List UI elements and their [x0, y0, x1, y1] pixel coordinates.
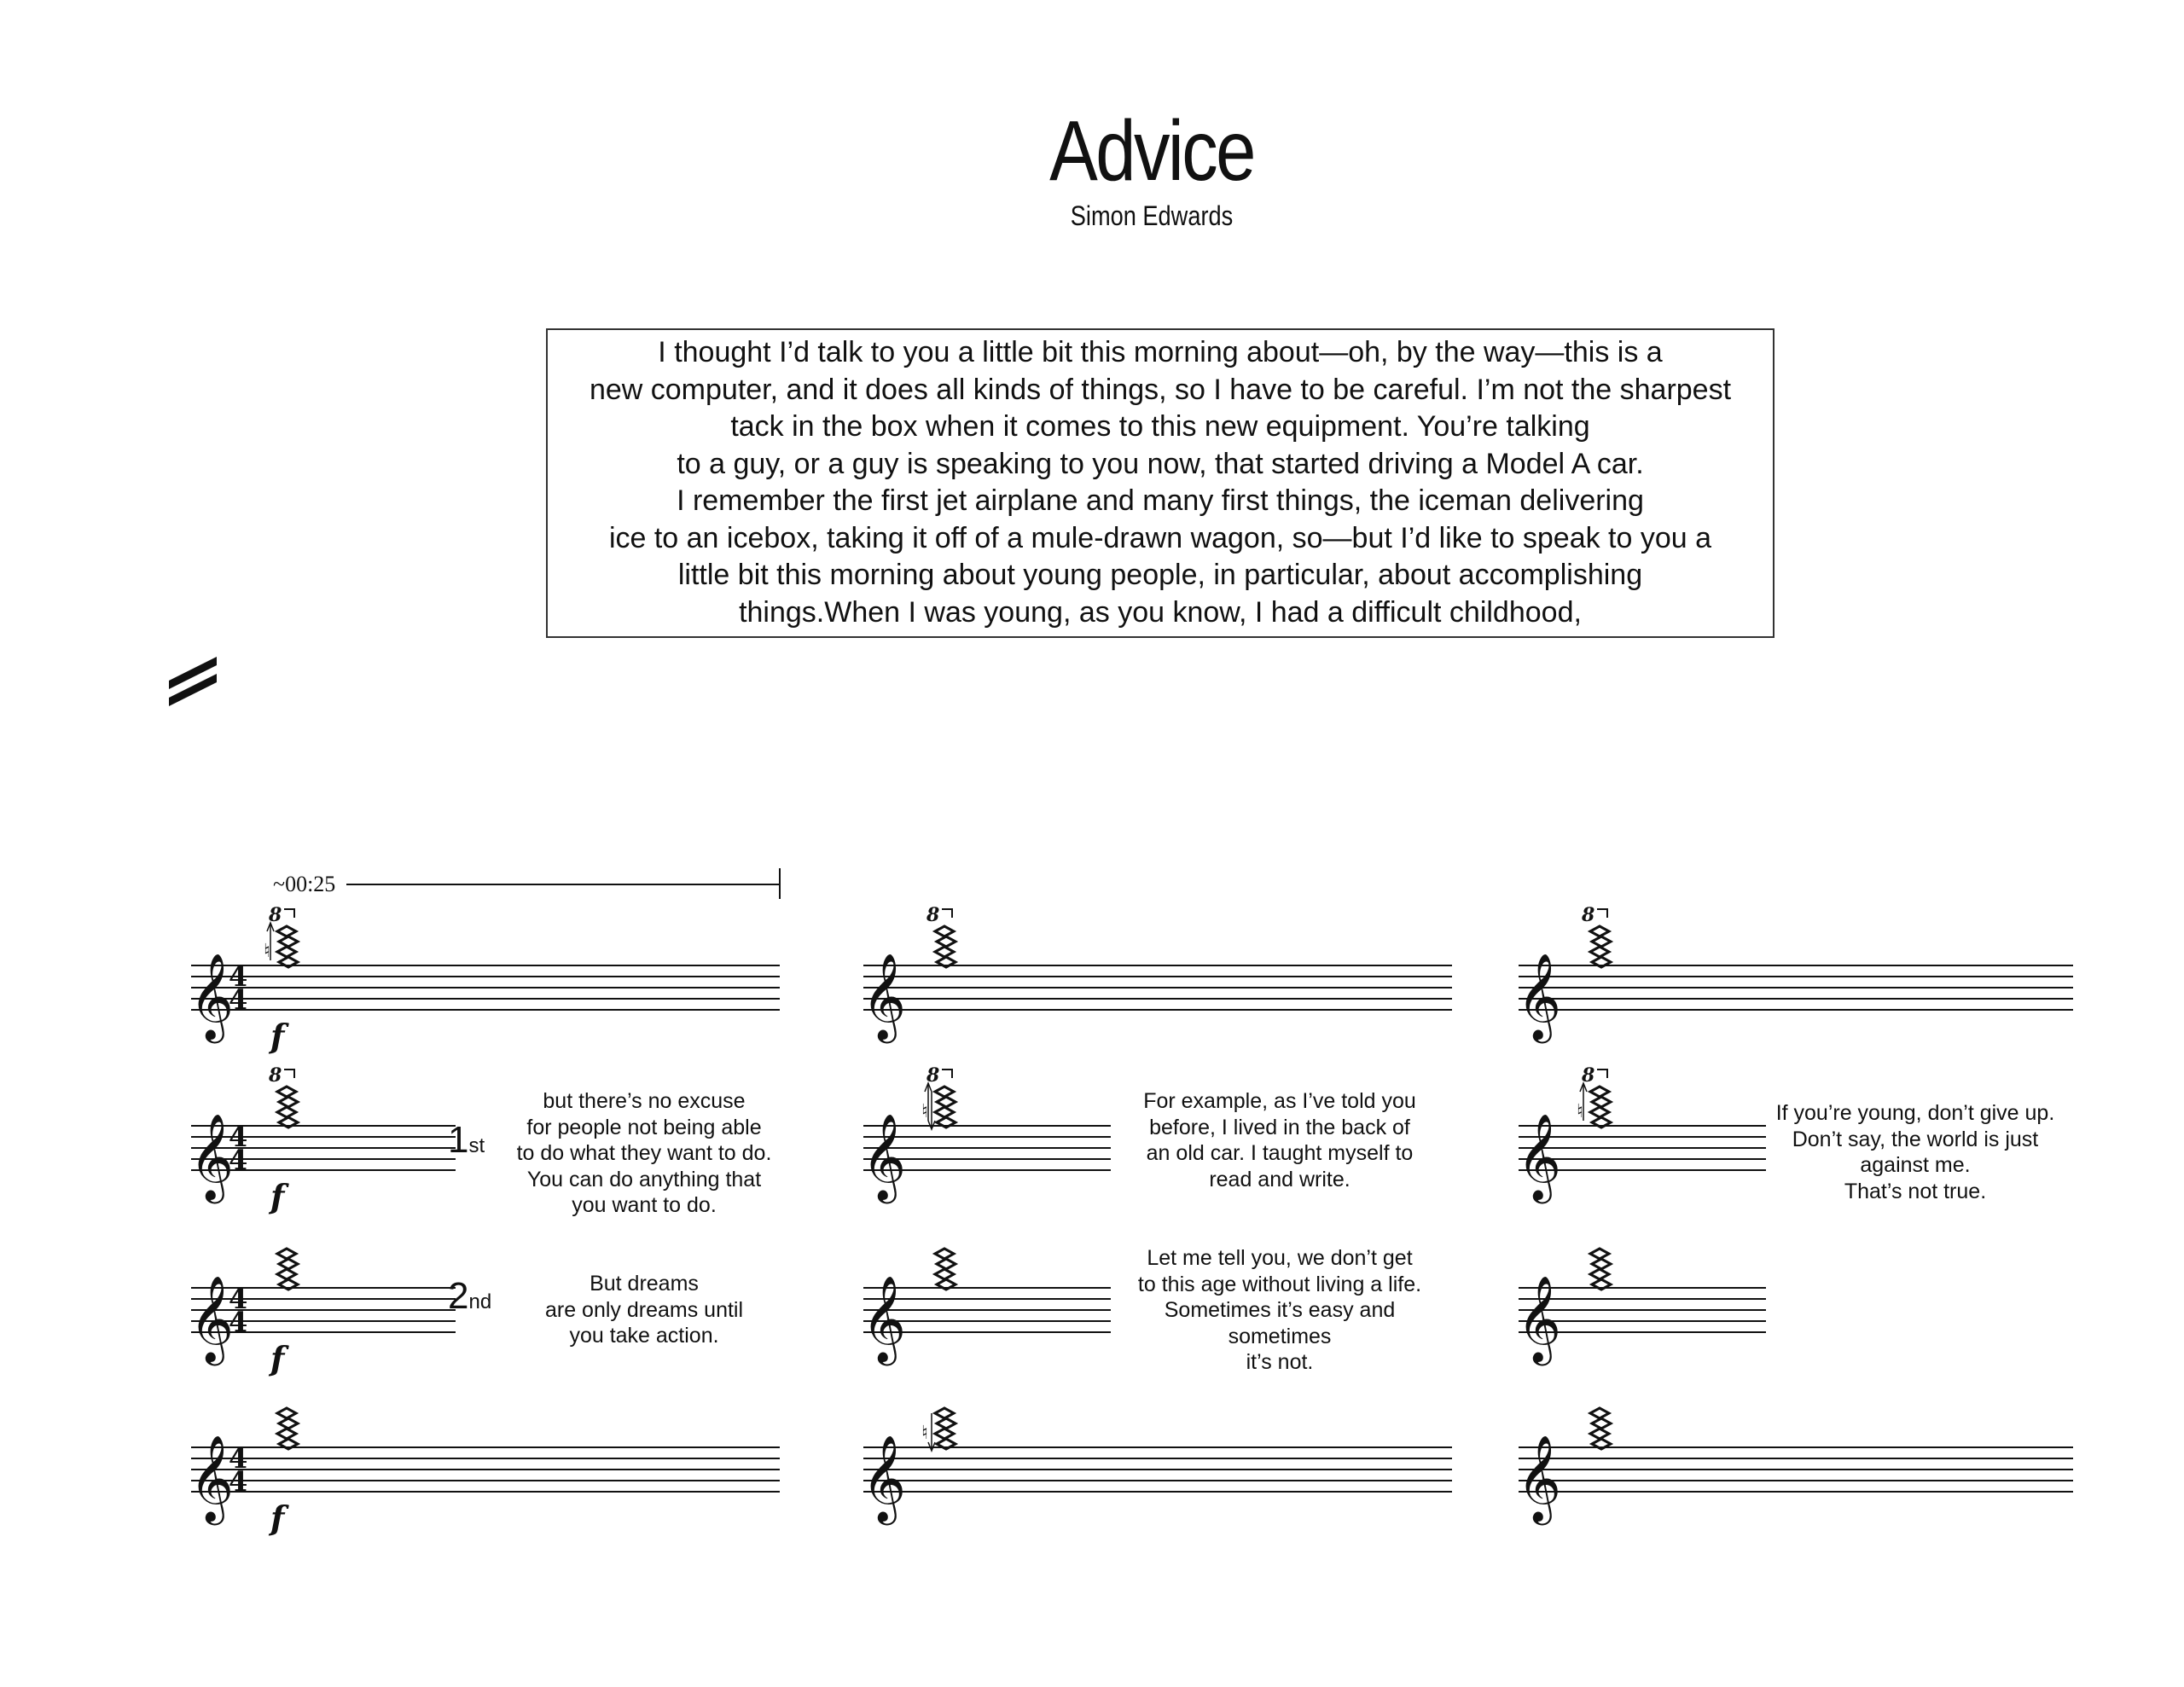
harmonic-notehead — [1592, 1259, 1611, 1269]
treble-clef-icon: 𝄞 — [862, 952, 907, 1040]
ottava-mark: 8 — [269, 1064, 282, 1087]
time-signature-top: 4 — [229, 1121, 248, 1153]
treble-clef-icon: 𝄞 — [862, 1434, 907, 1522]
speech-line: I remember the first jet airplane and many first things, the iceman delivering — [677, 484, 1644, 517]
ottava-bracket — [942, 1070, 952, 1078]
harmonic-notehead — [277, 1249, 296, 1259]
timing-label: ~00:25 — [273, 872, 336, 896]
ottava-bracket — [1597, 1070, 1607, 1078]
timing-duration-line — [346, 884, 780, 885]
speech-line: ice to an icebox, taking it off of a mule-drawn wagon, so—but I’d like to speak to you a — [608, 521, 1712, 554]
harmonic-notehead — [277, 1269, 296, 1279]
harmonic-notehead — [935, 1107, 954, 1117]
ottava-mark: 8 — [1582, 1064, 1595, 1087]
second-ending-label: 2nd — [448, 1275, 492, 1317]
staff-r4-c1 — [188, 1377, 785, 1539]
treble-clef-icon: 𝄞 — [189, 1274, 235, 1362]
harmonic-notehead — [1590, 1408, 1609, 1418]
harmonic-notehead — [1590, 1269, 1609, 1279]
dynamic-forte: f — [270, 1339, 285, 1377]
spoken-cue: But dreams are only dreams until you take action. — [544, 1272, 744, 1348]
harmonic-notehead — [935, 1429, 954, 1439]
harmonic-notehead — [1590, 1249, 1609, 1259]
ottava-bracket — [942, 909, 952, 918]
speech-line: little bit this morning about young people, in particular, about accomplishing — [677, 559, 1643, 591]
ottava-bracket — [1597, 909, 1607, 918]
time-signature-bottom: 4 — [229, 1144, 248, 1176]
spoken-cue: If you’re young, don’t give up. Don’t say, the world is just against me. That’s not true. — [1775, 1101, 2055, 1203]
time-signature-top: 4 — [229, 1283, 248, 1315]
speech-line: new computer, and it does all kinds of things, so I have to be careful. I’m not the sharpest — [589, 373, 1732, 406]
speech-line: to a guy, or a guy is speaking to you now, that started driving a Model A car. — [677, 447, 1644, 480]
time-signature-bottom: 4 — [229, 1306, 248, 1338]
harmonic-notehead — [1592, 1097, 1611, 1107]
natural-accidental-icon: ♮ — [921, 1423, 928, 1444]
staff-r3-c3 — [1515, 1218, 1771, 1380]
ottava-bracket — [284, 1070, 294, 1078]
treble-clef-icon: 𝄞 — [862, 1274, 907, 1362]
time-signature-top: 4 — [229, 960, 248, 993]
harmonic-notehead — [937, 1418, 956, 1429]
system-separator-icon — [169, 657, 220, 708]
dynamic-forte: f — [270, 1017, 285, 1055]
time-signature-bottom: 4 — [229, 983, 248, 1016]
dynamic-forte: f — [270, 1499, 285, 1537]
ottava-bracket — [284, 909, 294, 918]
harmonic-notehead — [279, 936, 298, 947]
staff-r2-c3 — [1515, 1056, 1771, 1218]
speech-text-box — [546, 328, 1774, 638]
staff-r3-c2 — [860, 1218, 1116, 1380]
harmonic-notehead — [937, 936, 956, 947]
harmonic-notehead — [1592, 1418, 1611, 1429]
ottava-mark: 8 — [926, 904, 940, 926]
treble-clef-icon: 𝄞 — [189, 952, 235, 1040]
harmonic-notehead — [277, 926, 296, 936]
treble-clef-icon: 𝄞 — [1517, 1434, 1562, 1522]
speech-line: I thought I’d talk to you a little bit this morning about—oh, by the way—this is a — [658, 336, 1663, 368]
ottava-mark: 8 — [1582, 904, 1595, 926]
treble-clef-icon: 𝄞 — [189, 1434, 235, 1522]
treble-clef-icon: 𝄞 — [862, 1112, 907, 1200]
treble-clef-icon: 𝄞 — [1517, 952, 1562, 1040]
staff-r1-c1 — [188, 896, 785, 1058]
treble-clef-icon: 𝄞 — [1517, 1112, 1562, 1200]
harmonic-notehead — [937, 1097, 956, 1107]
harmonic-notehead — [279, 1259, 298, 1269]
spoken-cue: Let me tell you, we don’t get to this age without living a life. Sometimes it’s easy and sometimes it’s not. — [1137, 1246, 1422, 1374]
harmonic-notehead — [277, 1107, 296, 1117]
harmonic-notehead — [935, 926, 954, 936]
harmonic-notehead — [935, 1269, 954, 1279]
staff-r4-c3 — [1515, 1377, 2078, 1539]
natural-accidental-icon: ♮ — [264, 941, 270, 962]
staff-r1-c3 — [1515, 896, 2078, 1058]
dynamic-forte: f — [270, 1177, 285, 1215]
harmonic-notehead — [277, 1087, 296, 1097]
harmonic-notehead — [1590, 1107, 1609, 1117]
spoken-cue: but there’s no excuse for people not being able to do what they want to do. You can do anything that you want to do. — [516, 1089, 772, 1217]
natural-accidental-icon: ♮ — [921, 1101, 928, 1122]
harmonic-notehead — [1592, 936, 1611, 947]
harmonic-notehead — [937, 1259, 956, 1269]
spoken-cue: For example, as I’ve told you before, I lived in the back of an old car. I taught myself to read and write. — [1143, 1089, 1416, 1191]
harmonic-notehead — [279, 1418, 298, 1429]
harmonic-notehead — [1590, 1429, 1609, 1439]
time-signature-bottom: 4 — [229, 1465, 248, 1498]
speech-line: tack in the box when it comes to this new equipment. You’re talking — [730, 410, 1590, 443]
ottava-mark: 8 — [269, 904, 282, 926]
harmonic-notehead — [1590, 1087, 1609, 1097]
harmonic-notehead — [279, 1097, 298, 1107]
staff-r2-c2 — [860, 1056, 1116, 1218]
harmonic-notehead — [277, 947, 296, 957]
natural-accidental-icon: ♮ — [1577, 1101, 1583, 1122]
speech-line: things.When I was young, as you know, I had a difficult childhood, — [739, 595, 1582, 629]
harmonic-notehead — [935, 1249, 954, 1259]
harmonic-notehead — [277, 1408, 296, 1418]
harmonic-notehead — [277, 1429, 296, 1439]
staff-r2-c1 — [188, 1056, 461, 1218]
ottava-mark: 8 — [926, 1064, 940, 1087]
harmonic-notehead — [1590, 947, 1609, 957]
harmonic-notehead — [1590, 926, 1609, 936]
staff-r4-c2 — [860, 1377, 1457, 1539]
staff-r1-c2 — [860, 896, 1457, 1058]
piece-title: Advice — [1049, 103, 1254, 199]
time-signature-top: 4 — [229, 1442, 248, 1475]
staff-r3-c1 — [188, 1218, 461, 1380]
harmonic-notehead — [935, 1408, 954, 1418]
treble-clef-icon: 𝄞 — [189, 1112, 235, 1200]
harmonic-notehead — [935, 947, 954, 957]
treble-clef-icon: 𝄞 — [1517, 1274, 1562, 1362]
first-ending-label: 1st — [448, 1119, 485, 1161]
timing-end-mark — [779, 868, 781, 899]
harmonic-notehead — [935, 1087, 954, 1097]
composer-name: Simon Edwards — [1070, 200, 1234, 231]
